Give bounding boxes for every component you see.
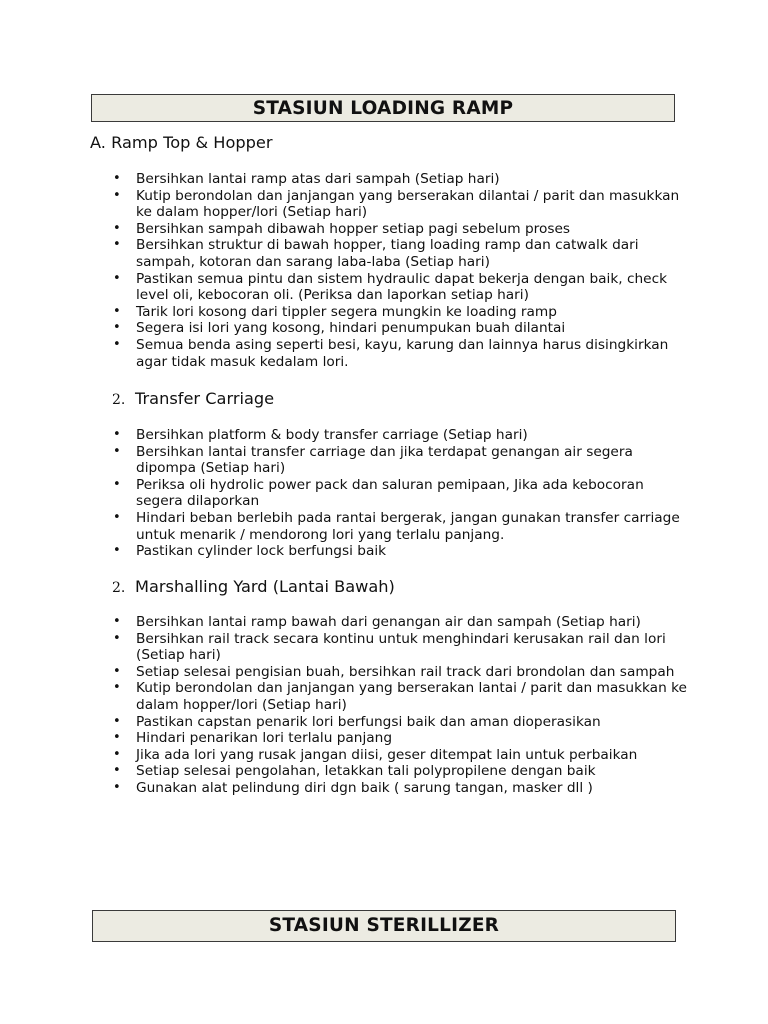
list-item: • Setiap selesai pengolahan, letakkan tali polypropilene dengan baik: [0, 763, 768, 780]
list-item: • Kutip berondolan dan janjangan yang berserakan dilantai / parit dan masukkan ke dalam hopper/lori (Setiap hari): [0, 188, 768, 221]
list-item: • Pastikan cylinder lock berfungsi baik: [0, 543, 768, 560]
list-item: • Bersihkan lantai transfer carriage dan jika terdapat genangan air segera dipompa (Setiap hari): [0, 444, 768, 477]
list-item: • Kutip berondolan dan janjangan yang berserakan lantai / parit dan masukkan ke dalam hopper/lori (Setiap hari): [0, 680, 768, 713]
list-item: • Semua benda asing seperti besi, kayu, karung dan lainnya harus disingkirkan agar tidak masuk kedalam lori.: [0, 337, 768, 370]
list-item: • Hindari penarikan lori terlalu panjang: [0, 730, 768, 747]
list-item: • Tarik lori kosong dari tippler segera mungkin ke loading ramp: [0, 304, 768, 321]
ramp-top-list: [0, 171, 768, 370]
list-item: • Bersihkan lantai ramp atas dari sampah (Setiap hari): [0, 171, 768, 188]
heading-text: Transfer Carriage: [135, 389, 275, 408]
list-item: • Pastikan capstan penarik lori berfungsi baik dan aman dioperasikan: [0, 714, 768, 731]
subsection-heading-ramp-top: A. Ramp Top & Hopper: [90, 133, 273, 152]
list-item: • Periksa oli hydrolic power pack dan saluran pemipaan, Jika ada kebocoran segera dilaporkan: [0, 477, 768, 510]
heading-text: Marshalling Yard (Lantai Bawah): [135, 577, 395, 596]
list-item: • Gunakan alat pelindung diri dgn baik ( sarung tangan, masker dll ): [0, 780, 768, 797]
heading-number: 2.: [112, 580, 126, 596]
list-item: • Segera isi lori yang kosong, hindari penumpukan buah dilantai: [0, 320, 768, 337]
subsection-heading-marshalling-yard: [112, 577, 395, 598]
list-item: • Jika ada lori yang rusak jangan diisi, geser ditempat lain untuk perbaikan: [0, 747, 768, 764]
transfer-carriage-list: [0, 427, 768, 560]
list-item: • Bersihkan struktur di bawah hopper, tiang loading ramp dan catwalk dari sampah, kotoran dan sarang laba-laba (Setiap hari): [0, 237, 768, 270]
list-item: • Hindari beban berlebih pada rantai bergerak, jangan gunakan transfer carriage untuk menarik / mendorong lori yang terlalu panjang.: [0, 510, 768, 543]
section-title-loading-ramp: STASIUN LOADING RAMP: [91, 94, 675, 122]
list-item: • Bersihkan platform & body transfer carriage (Setiap hari): [0, 427, 768, 444]
heading-number: 2.: [112, 392, 126, 408]
subsection-heading-transfer-carriage: [112, 389, 274, 410]
list-item: • Pastikan semua pintu dan sistem hydraulic dapat bekerja dengan baik, check level oli, kebocoran oli. (Periksa dan laporkan setiap hari): [0, 271, 768, 304]
list-item: • Bersihkan rail track secara kontinu untuk menghindari kerusakan rail dan lori (Setiap hari): [0, 631, 768, 664]
list-item: • Bersihkan lantai ramp bawah dari genangan air dan sampah (Setiap hari): [0, 614, 768, 631]
list-item: • Setiap selesai pengisian buah, bersihkan rail track dari brondolan dan sampah: [0, 664, 768, 681]
list-item: • Bersihkan sampah dibawah hopper setiap pagi sebelum proses: [0, 221, 768, 238]
marshalling-yard-list: [0, 614, 768, 797]
section-title-sterillizer: STASIUN STERILLIZER: [92, 910, 676, 942]
